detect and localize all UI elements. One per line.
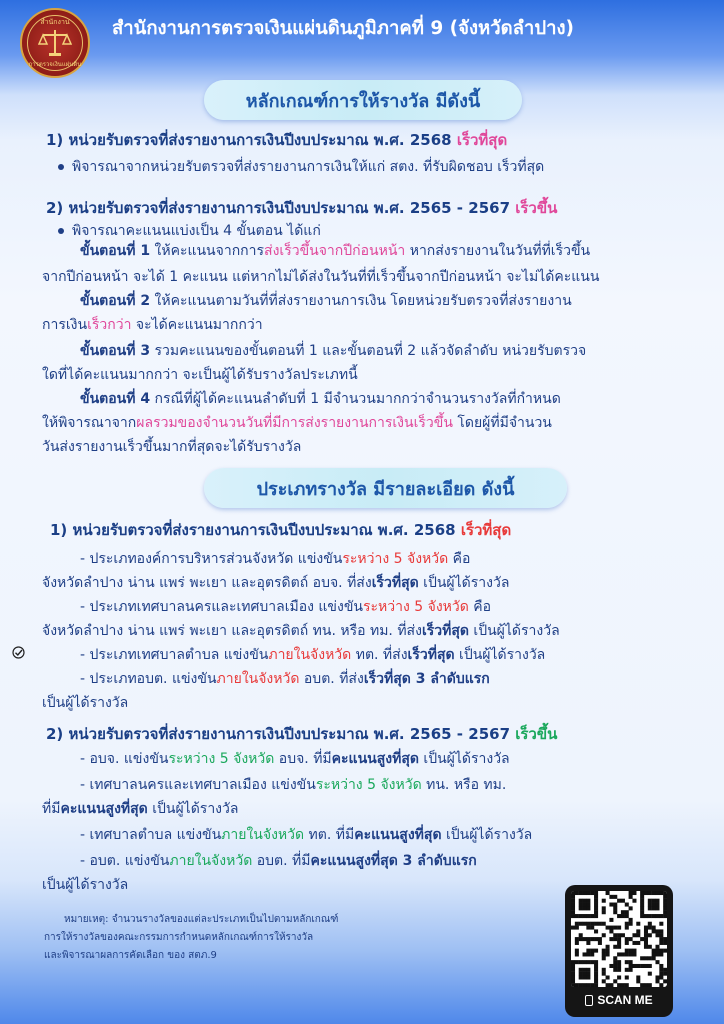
qr-code-card[interactable] [565, 885, 673, 1017]
section-criteria-title: หลักเกณฑ์การให้รางวัล มีดังนี้ [204, 80, 522, 120]
step-1-line-2: จากปีก่อนหน้า จะได้ 1 คะแนน แต่หากไม่ได้ส่งในวันที่ที่เร็วขึ้นจากปีก่อนหน้า จะไม่ได้คะแนน [42, 269, 600, 285]
step-4-line-2: ให้พิจารณาจากผลรวมของจำนวนวันที่มีการส่งรายงานการเงินเร็วขึ้น โดยผู้ที่มีจำนวน [42, 415, 552, 431]
check-circle-icon [12, 646, 25, 663]
award-2-4-line-2: เป็นผู้ได้รางวัล [42, 877, 129, 893]
step-2-line-2: การเงินเร็วกว่า จะได้คะแนนมากกว่า [42, 317, 263, 333]
award-1-2-line-1: - ประเภทเทศบาลนครและเทศบาลเมือง แข่งขันระหว่าง 5 จังหวัด คือ [80, 599, 492, 615]
award-2-1-line-1: - อบจ. แข่งขันระหว่าง 5 จังหวัด อบจ. ที่มีคะแนนสูงที่สุด เป็นผู้ได้รางวัล [80, 751, 510, 767]
criteria-item-2-bullet: พิจารณาคะแนนแบ่งเป็น 4 ขั้นตอน ได้แก่ [58, 220, 321, 242]
step-4-line-3: วันส่งรายงานเร็วขึ้นมากที่สุดจะได้รับรางวัล [42, 439, 302, 455]
note-line-3: และพิจารณาผลการคัดเลือก ของ สตภ.9 [44, 950, 217, 961]
award-1-2-line-2: จังหวัดลำปาง น่าน แพร่ พะเยา และอุตรดิตถ์ ทน. หรือ ทม. ที่ส่งเร็วที่สุด เป็นผู้ได้รางวัล [42, 623, 560, 639]
step-3-line-2: ใดที่ได้คะแนนมากกว่า จะเป็นผู้ได้รับรางวัลประเภทนี้ [42, 367, 358, 383]
awards-item-2-heading: 2) หน่วยรับตรวจที่ส่งรายงานการเงินปีงบประมาณ พ.ศ. 2565 - 2567 เร็วขึ้น [46, 725, 558, 743]
note-line-2: การให้รางวัลของคณะกรรมการกำหนดหลักเกณฑ์การให้รางวัล [44, 932, 314, 943]
qr-code-icon [571, 891, 667, 987]
logo-text-bottom: การตรวจเงินแผ่นดิน [28, 61, 82, 68]
qr-code[interactable] [571, 891, 667, 987]
criteria-item-1-heading: 1) หน่วยรับตรวจที่ส่งรายงานการเงินปีงบประมาณ พ.ศ. 2568 เร็วที่สุด [46, 131, 508, 149]
step-1-line-1: ขั้นตอนที่ 1 ให้คะแนนจากการส่งเร็วขึ้นจากปีก่อนหน้า หากส่งรายงานในวันที่ที่เร็วขึ้น [80, 243, 591, 259]
page-title: สำนักงานการตรวจเงินแผ่นดินภูมิภาคที่ 9 (จังหวัดลำปาง) [112, 18, 574, 39]
section-awards-title: ประเภทรางวัล มีรายละเอียด ดังนี้ [204, 468, 567, 508]
step-4-line-1: ขั้นตอนที่ 4 กรณีที่ผู้ได้คะแนนลำดับที่ 1 มีจำนวนมากกว่าจำนวนรางวัลที่กำหนด [80, 391, 561, 407]
award-2-4-line-1: - อบต. แข่งขันภายในจังหวัด อบต. ที่มีคะแนนสูงที่สุด 3 ลำดับแรก [80, 853, 477, 869]
office-logo [20, 8, 90, 78]
award-1-4-line-2: เป็นผู้ได้รางวัล [42, 695, 129, 711]
scan-me-label: SCAN ME [571, 993, 667, 1007]
criteria-item-1-bullet: พิจารณาจากหน่วยรับตรวจที่ส่งรายงานการเงินให้แก่ สตง. ที่รับผิดชอบ เร็วที่สุด [58, 156, 544, 178]
award-1-1-line-1: - ประเภทองค์การบริหารส่วนจังหวัด แข่งขันระหว่าง 5 จังหวัด คือ [80, 551, 471, 567]
criteria-item-2-heading: 2) หน่วยรับตรวจที่ส่งรายงานการเงินปีงบประมาณ พ.ศ. 2565 - 2567 เร็วขึ้น [46, 199, 558, 217]
award-2-2-line-2: ที่มีคะแนนสูงที่สุด เป็นผู้ได้รางวัล [42, 801, 239, 817]
step-2-line-1: ขั้นตอนที่ 2 ให้คะแนนตามวันที่ที่ส่งรายงานการเงิน โดยหน่วยรับตรวจที่ส่งรายงาน [80, 293, 572, 309]
award-2-3-line-1: - เทศบาลตำบล แข่งขันภายในจังหวัด ทต. ที่มีคะแนนสูงที่สุด เป็นผู้ได้รางวัล [80, 827, 533, 843]
award-1-1-line-2: จังหวัดลำปาง น่าน แพร่ พะเยา และอุตรดิตถ์ อบจ. ที่ส่งเร็วที่สุด เป็นผู้ได้รางวัล [42, 575, 510, 591]
phone-icon [585, 995, 593, 1006]
note-line-1: หมายเหตุ: จำนวนรางวัลของแต่ละประเภทเป็นไปตามหลักเกณฑ์ [64, 914, 339, 925]
award-1-3-line-1: - ประเภทเทศบาลตำบล แข่งขันภายในจังหวัด ทต. ที่ส่งเร็วที่สุด เป็นผู้ได้รางวัล [80, 647, 546, 663]
logo-text-top: สำนักงาน [40, 18, 70, 26]
step-3-line-1: ขั้นตอนที่ 3 รวมคะแนนของขั้นตอนที่ 1 และขั้นตอนที่ 2 แล้วจัดลำดับ หน่วยรับตรวจ [80, 343, 587, 359]
award-2-2-line-1: - เทศบาลนครและเทศบาลเมือง แข่งขันระหว่าง 5 จังหวัด ทน. หรือ ทม. [80, 777, 507, 793]
awards-item-1-heading: 1) หน่วยรับตรวจที่ส่งรายงานการเงินปีงบประมาณ พ.ศ. 2568 เร็วที่สุด [50, 521, 512, 539]
award-1-4-line-1: - ประเภทอบต. แข่งขันภายในจังหวัด อบต. ที่ส่งเร็วที่สุด 3 ลำดับแรก [80, 671, 490, 687]
